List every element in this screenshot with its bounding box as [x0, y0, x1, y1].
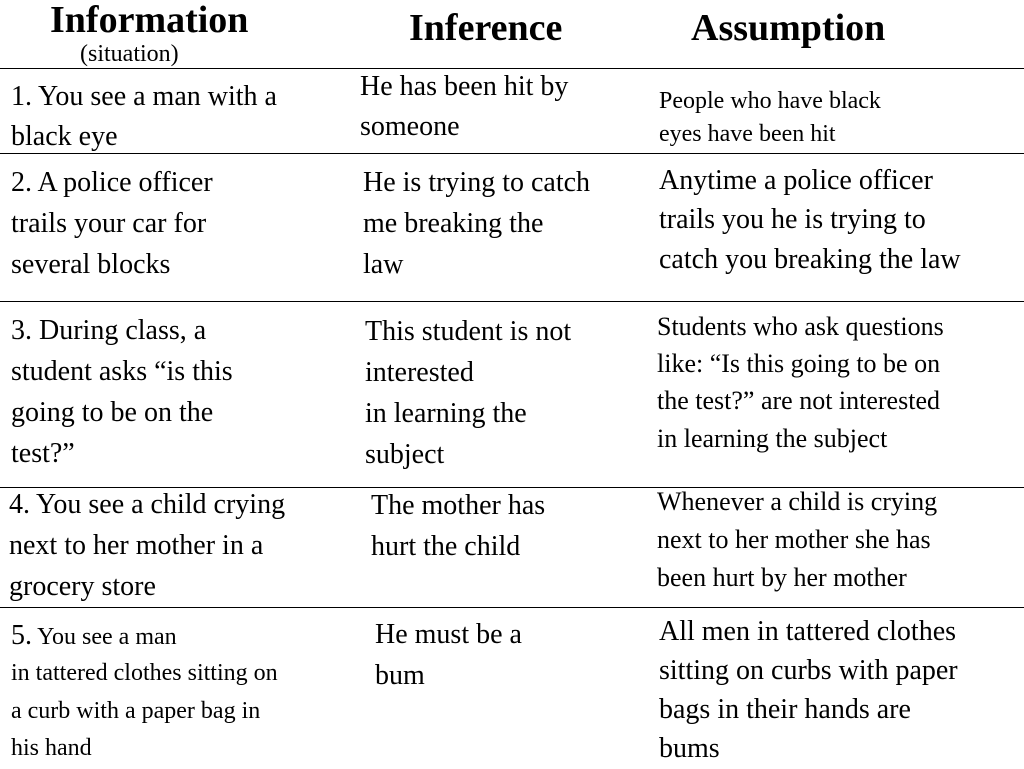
header-situation: (situation) [80, 41, 179, 67]
row-2-inference-line: He is trying to catch [363, 167, 591, 198]
row-3-inference-line: in learning the [365, 398, 527, 429]
row-1-assumption-line: People who have black [659, 88, 881, 114]
row-3-assumption-line: the test?” are not interested [657, 386, 940, 415]
row-2-information-line: trails your car for [11, 208, 207, 239]
row-3-inference-line: This student is not [365, 316, 572, 347]
row-4-information-line: next to her mother in a [9, 530, 264, 561]
row-1-information-line: black eye [11, 121, 118, 152]
row-2-information-line: several blocks [11, 249, 171, 280]
row-1-assumption-line: eyes have been hit [659, 121, 836, 147]
row-5-information-number: 5. [11, 620, 32, 651]
row-divider [0, 607, 1024, 608]
row-5-assumption-line: sitting on curbs with paper [659, 655, 958, 686]
header-inference: Inference [409, 7, 563, 49]
row-5-assumption-line: bags in their hands are [659, 694, 911, 725]
row-2-assumption-line: trails you he is trying to [659, 204, 926, 235]
row-1-inference-line: someone [360, 111, 460, 142]
row-4-assumption-line: next to her mother she has [657, 525, 931, 554]
row-3-information-line: student asks “is this [11, 356, 233, 387]
row-3-assumption-line: Students who ask questions [657, 312, 944, 341]
row-4-assumption-line: been hurt by her mother [657, 563, 907, 592]
row-3-inference-line: interested [365, 357, 474, 388]
row-divider [0, 153, 1024, 154]
row-4-inference-line: The mother has [371, 490, 546, 521]
row-1-inference-line: He has been hit by [360, 71, 569, 102]
row-3-assumption-line: like: “Is this going to be on [657, 349, 941, 378]
row-3-inference-line: subject [365, 439, 445, 470]
row-5-inference-line: He must be a [375, 619, 522, 650]
row-3-information-line: going to be on the [11, 397, 214, 428]
row-2-inference-line: law [363, 249, 404, 280]
row-4-information-line: 4. You see a child crying [9, 489, 286, 520]
row-5-inference-line: bum [375, 660, 425, 691]
row-4-inference-line: hurt the child [371, 531, 521, 562]
row-5-information-line: his hand [11, 735, 92, 761]
row-divider [0, 301, 1024, 302]
row-5-information-line: a curb with a paper bag in [11, 698, 261, 724]
row-5-assumption-line: bums [659, 733, 720, 764]
row-5-information-start: You see a man [32, 624, 177, 650]
row-5-assumption-line: All men in tattered clothes [659, 616, 957, 647]
header-information: Information [50, 0, 249, 41]
row-2-inference-line: me breaking the [363, 208, 544, 239]
row-3-information-line: test?” [11, 438, 75, 469]
row-5-information-line: in tattered clothes sitting on [11, 660, 278, 686]
row-2-assumption-line: catch you breaking the law [659, 244, 961, 275]
row-3-assumption-line: in learning the subject [657, 424, 888, 453]
row-1-information-line: 1. You see a man with a [11, 81, 277, 112]
row-5-information-first-line [11, 616, 177, 660]
row-4-information-line: grocery store [9, 571, 156, 602]
header-assumption: Assumption [691, 7, 886, 49]
row-4-assumption-line: Whenever a child is crying [657, 487, 938, 516]
row-2-assumption-line: Anytime a police officer [659, 165, 933, 196]
row-3-information-line: 3. During class, a [11, 315, 207, 346]
row-2-information-line: 2. A police officer [11, 167, 213, 198]
